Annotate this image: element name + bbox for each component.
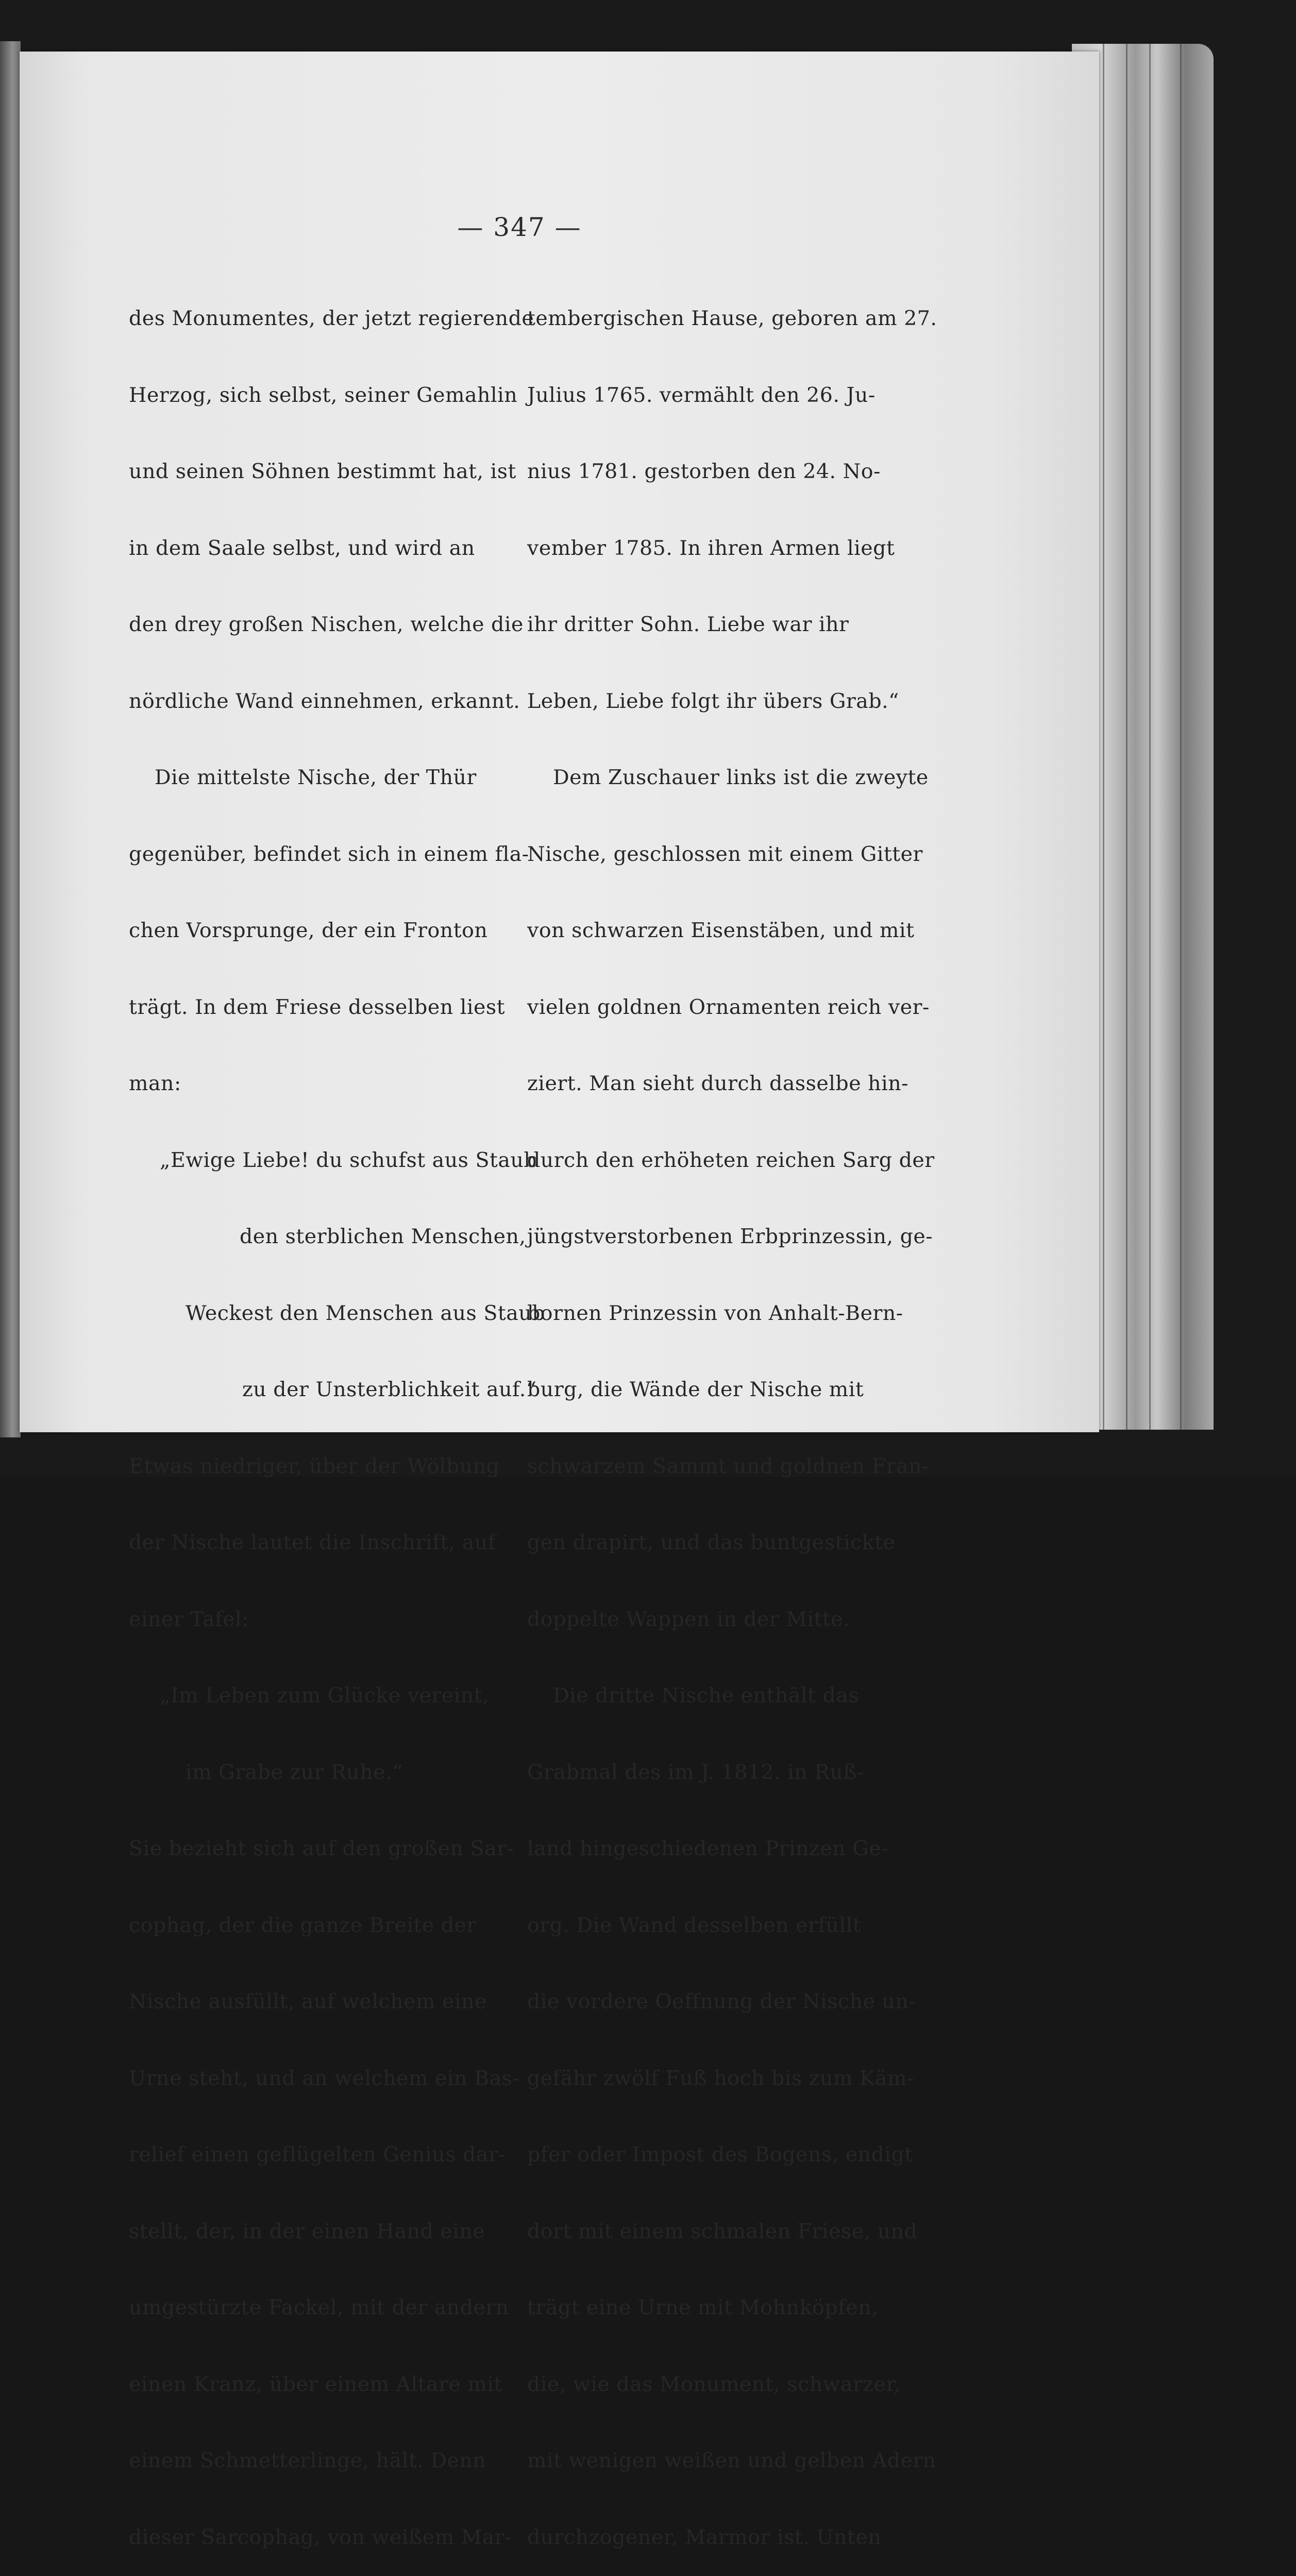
text-line: tembergischen Hause, geboren am 27.	[527, 307, 937, 330]
text-line: in dem Saale selbst, und wird an	[129, 536, 475, 560]
verse-line: zu der Unsterblichkeit auf.“	[242, 1378, 537, 1401]
text-line: man:	[129, 1072, 181, 1095]
page-edge-line	[1126, 44, 1127, 1430]
book-page	[20, 52, 1099, 2549]
text-line: stellt, der, in der einen Hand eine	[129, 2219, 485, 2243]
page-number: — 347 —	[457, 212, 582, 242]
left-text-column	[129, 255, 545, 2576]
text-line: nördliche Wand einnehmen, erkannt.	[129, 689, 520, 713]
text-line: ziert. Man sieht durch dasselbe hin-	[527, 1072, 909, 1095]
text-line: die vordere Oeffnung der Nische un-	[527, 1990, 916, 2013]
page-edge-line	[1180, 44, 1182, 1430]
text-line: Julius 1765. vermählt den 26. Ju-	[527, 383, 876, 407]
text-line: der Nische lautet die Inschrift, auf	[129, 1531, 496, 1554]
text-line: pfer oder Impost des Bogens, endigt	[527, 2143, 913, 2166]
text-line: Nische, geschlossen mit einem Gitter	[527, 842, 923, 866]
text-line: Nische ausfüllt, auf welchem eine	[129, 1990, 487, 2013]
text-line: Etwas niedriger, über der Wölbung	[129, 1454, 500, 1478]
text-line: burg, die Wände der Nische mit	[527, 1378, 864, 1401]
text-line: schwarzem Sammt und goldnen Fran-	[527, 1454, 929, 1478]
page-edge-line	[1149, 44, 1151, 1430]
text-line: einer Tafel:	[129, 1607, 249, 1631]
verse-line: „Im Leben zum Glücke vereint,	[160, 1684, 490, 1707]
text-line: mit wenigen weißen und gelben Adern	[527, 2449, 936, 2472]
text-line: des Monumentes, der jetzt regierende	[129, 307, 534, 330]
text-line: ihr dritter Sohn. Liebe war ihr	[527, 613, 849, 636]
verse-line: Weckest den Menschen aus Staub	[186, 1301, 546, 1325]
verse-line: „Ewige Liebe! du schufst aus Staub	[160, 1148, 537, 1172]
text-line: jüngstverstorbenen Erbprinzessin, ge-	[527, 1225, 933, 1248]
verse-line: im Grabe zur Ruhe.“	[186, 1760, 403, 1784]
text-line: Herzog, sich selbst, seiner Gemahlin	[129, 383, 518, 407]
page-edge-line	[1103, 44, 1104, 1430]
text-line: chen Vorsprunge, der ein Fronton	[129, 919, 488, 942]
text-line: Urne steht, und an welchem ein Bas-	[129, 2066, 520, 2090]
text-line: gefähr zwölf Fuß hoch bis zum Käm-	[527, 2066, 914, 2090]
text-line: Grabmal des im J. 1812. in Ruß-	[527, 1760, 865, 1784]
text-line: gegenüber, befindet sich in einem fla-	[129, 842, 529, 866]
text-line: von schwarzen Eisenstäben, und mit	[527, 919, 915, 942]
text-line: vember 1785. In ihren Armen liegt	[527, 536, 895, 560]
text-line: umgestürzte Fackel, mit der andern	[129, 2296, 509, 2319]
verse-line: den sterblichen Menschen,	[240, 1225, 526, 1248]
text-line: trägt eine Urne mit Mohnköpfen,	[527, 2296, 879, 2319]
text-line: dort mit einem schmalen Friese, und	[527, 2219, 918, 2243]
text-line: Die mittelste Nische, der Thür	[155, 766, 477, 789]
previous-page-edge	[0, 41, 21, 1437]
text-line: org. Die Wand desselben erfüllt	[527, 1913, 862, 1937]
text-line: Dem Zuschauer links ist die zweyte	[553, 766, 929, 789]
text-line: durchzogener, Marmor ist. Unten	[527, 2525, 882, 2549]
text-line: doppelte Wappen in der Mitte.	[527, 1607, 850, 1631]
text-line: dieser Sarcophag, von weißem Mar-	[129, 2525, 512, 2549]
text-line: cophag, der die ganze Breite der	[129, 1913, 477, 1937]
text-line: die, wie das Monument, schwarzer,	[527, 2372, 901, 2396]
text-line: relief einen geflügelten Genius dar-	[129, 2143, 506, 2166]
text-line: bornen Prinzessin von Anhalt-Bern-	[527, 1301, 903, 1325]
text-line: trägt. In dem Friese desselben liest	[129, 995, 506, 1019]
text-line: gen drapirt, und das buntgestickte	[527, 1531, 896, 1554]
text-line: Sie bezieht sich auf den großen Sar-	[129, 1837, 514, 1860]
text-line: durch den erhöheten reichen Sarg der	[527, 1148, 935, 1172]
text-line: den drey großen Nischen, welche die	[129, 613, 524, 636]
text-line: einen Kranz, über einem Altare mit	[129, 2372, 502, 2396]
text-line: nius 1781. gestorben den 24. No-	[527, 460, 881, 483]
text-line: vielen goldnen Ornamenten reich ver-	[527, 995, 930, 1019]
text-line: Leben, Liebe folgt ihr übers Grab.“	[527, 689, 899, 713]
text-line: und seinen Söhnen bestimmt hat, ist	[129, 460, 516, 483]
text-line: einem Schmetterlinge, hält. Denn	[129, 2449, 486, 2472]
text-line: land hingeschiedenen Prinzen Ge-	[527, 1837, 888, 1860]
text-line: Die dritte Nische enthält das	[553, 1684, 860, 1707]
right-text-column	[527, 255, 940, 2576]
